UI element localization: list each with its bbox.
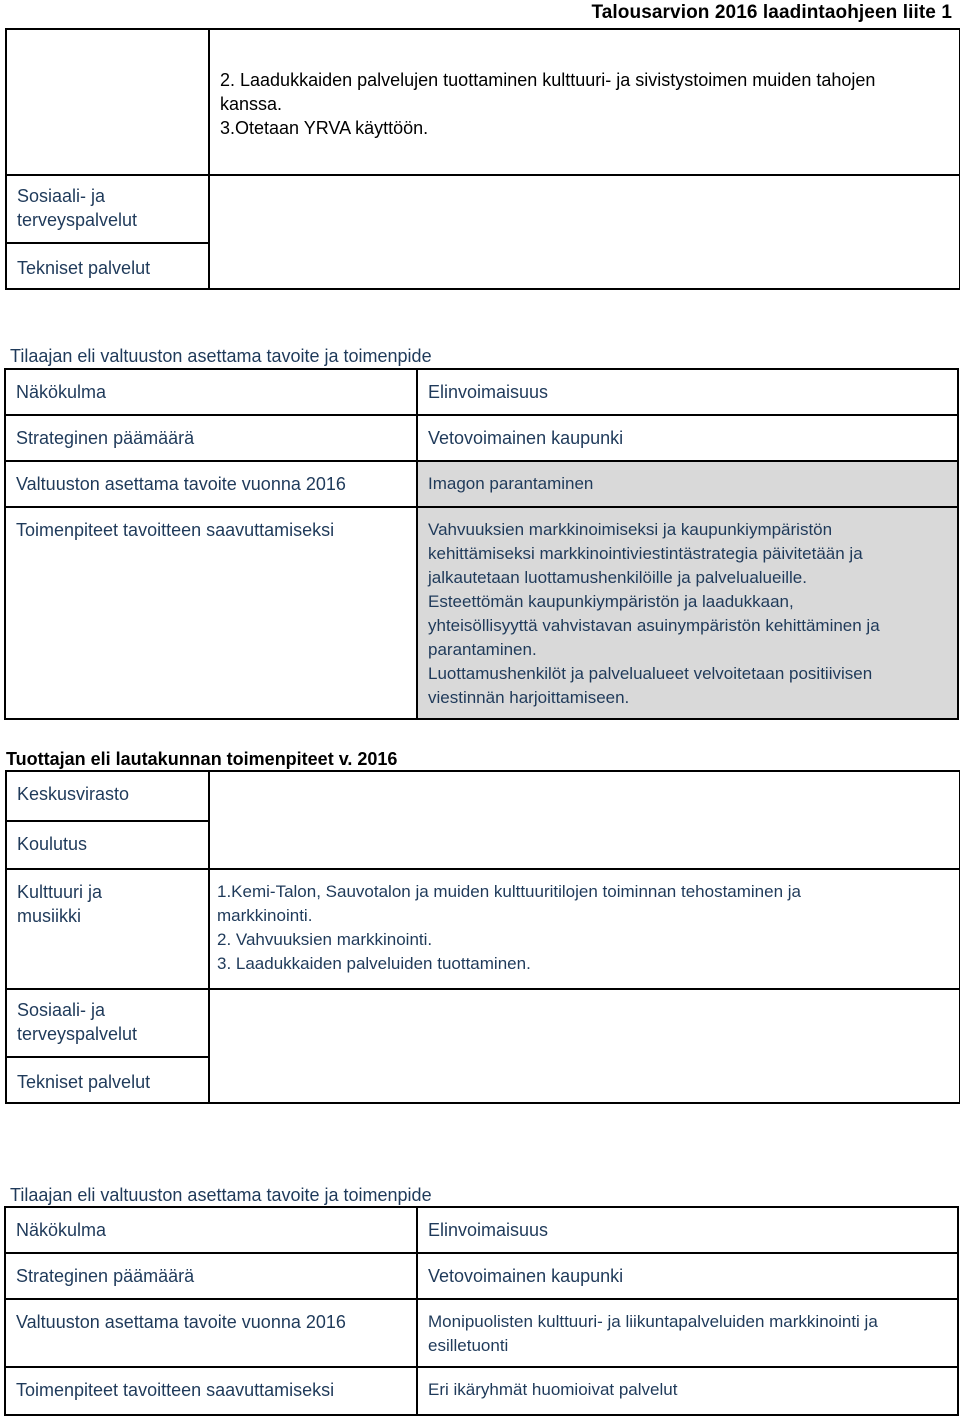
producer-table-continued [5,28,960,290]
toimenpiteet-label: Toimenpiteet tavoitteen saavuttamiseksi [5,507,417,719]
nakokulma-value: Elinvoimaisuus [417,1207,958,1253]
text-line: 2. Laadukkaiden palvelujen tuottaminen kulttuuri- ja sivistystoimen muiden tahojen [220,70,876,90]
text-line: parantaminen. [428,640,537,659]
kulttuuri-actions [209,869,960,989]
tekniset-label-cell [6,1057,209,1103]
toimenpiteet-value [417,507,958,719]
text-line: esilletuonti [428,1336,509,1355]
table-cell-empty [209,989,960,1057]
text-line: kehittämiseksi markkinointiviestintästrategia päivitetään ja [428,544,863,563]
text-line: Esteettömän kaupunkiympäristön ja laadukkaan, [428,592,794,611]
text-line: Sosiaali- ja [17,1000,106,1020]
text-line: jalkautetaan luottamushenkilöille ja palvelualueille. [428,568,807,587]
section-title: Tuottajan eli lautakunnan toimenpiteet v. 2016 [6,749,398,769]
text-line: Tekniset palvelut [17,1072,151,1092]
text-line: Luottamushenkilöt ja palvelualueet velvoitetaan positiivisen [428,664,873,683]
toimenpiteet-label: Toimenpiteet tavoitteen saavuttamiseksi [5,1367,417,1415]
keskusvirasto-label: Keskusvirasto [6,771,209,821]
text-line: terveyspalvelut [17,210,138,230]
sosiaali-label-cell [6,175,209,243]
continued-actions-cell [209,29,960,175]
tavoite-value: Imagon parantaminen [417,461,958,507]
text-line: 2. Vahvuuksien markkinointi. [217,930,433,949]
text-line: viestinnän harjoittamiseen. [428,688,630,707]
section-title: Tilaajan eli valtuuston asettama tavoite ja toimenpide [10,346,432,366]
section-title: Tilaajan eli valtuuston asettama tavoite ja toimenpide [10,1185,432,1205]
table-cell-empty [209,771,960,821]
table-cell-empty [209,243,960,289]
text-line: 1.Kemi-Talon, Sauvotalon ja muiden kulttuuritilojen toiminnan tehostaminen ja [217,882,802,901]
tavoite-value [417,1299,958,1367]
table-cell-empty [209,821,960,869]
text-line: Vahvuuksien markkinoimiseksi ja kaupunkiympäristön [428,520,833,539]
text-line: musiikki [17,906,82,926]
sosiaali-label-cell [6,989,209,1057]
table-cell-empty [6,29,209,175]
nakokulma-label: Näkökulma [5,1207,417,1253]
text-line: Tekniset palvelut [17,258,151,278]
text-line: 3. Laadukkaiden palveluiden tuottaminen. [217,954,531,973]
nakokulma-value: Elinvoimaisuus [417,369,958,415]
koulutus-label: Koulutus [6,821,209,869]
strateginen-label: Strateginen päämäärä [5,1253,417,1299]
objective-table-2 [4,1206,959,1416]
text-line: Monipuolisten kulttuuri- ja liikuntapalveluiden markkinointi ja [428,1312,878,1331]
tavoite-label: Valtuuston asettama tavoite vuonna 2016 [5,1299,417,1367]
text-line: 3.Otetaan YRVA käyttöön. [220,118,429,138]
nakokulma-label: Näkökulma [5,369,417,415]
tekniset-label-cell [6,243,209,289]
toimenpiteet-value: Eri ikäryhmät huomioivat palvelut [417,1367,958,1415]
strateginen-value: Vetovoimainen kaupunki [417,415,958,461]
text-line: kanssa. [220,94,283,114]
table-cell-empty [209,175,960,243]
text-line: Sosiaali- ja [17,186,106,206]
text-line: Kulttuuri ja [17,882,103,902]
text-line: yhteisöllisyyttä vahvistavan asuinympäristön kehittäminen ja [428,616,880,635]
objective-table-1 [4,368,959,720]
tavoite-label: Valtuuston asettama tavoite vuonna 2016 [5,461,417,507]
kulttuuri-label [6,869,209,989]
table-cell-empty [209,1057,960,1103]
text-line: markkinointi. [217,906,313,925]
strateginen-value: Vetovoimainen kaupunki [417,1253,958,1299]
strateginen-label: Strateginen päämäärä [5,415,417,461]
text-line: terveyspalvelut [17,1024,138,1044]
document-header: Talousarvion 2016 laadintaohjeen liite 1 [591,2,952,23]
producer-table-2 [5,770,960,1104]
